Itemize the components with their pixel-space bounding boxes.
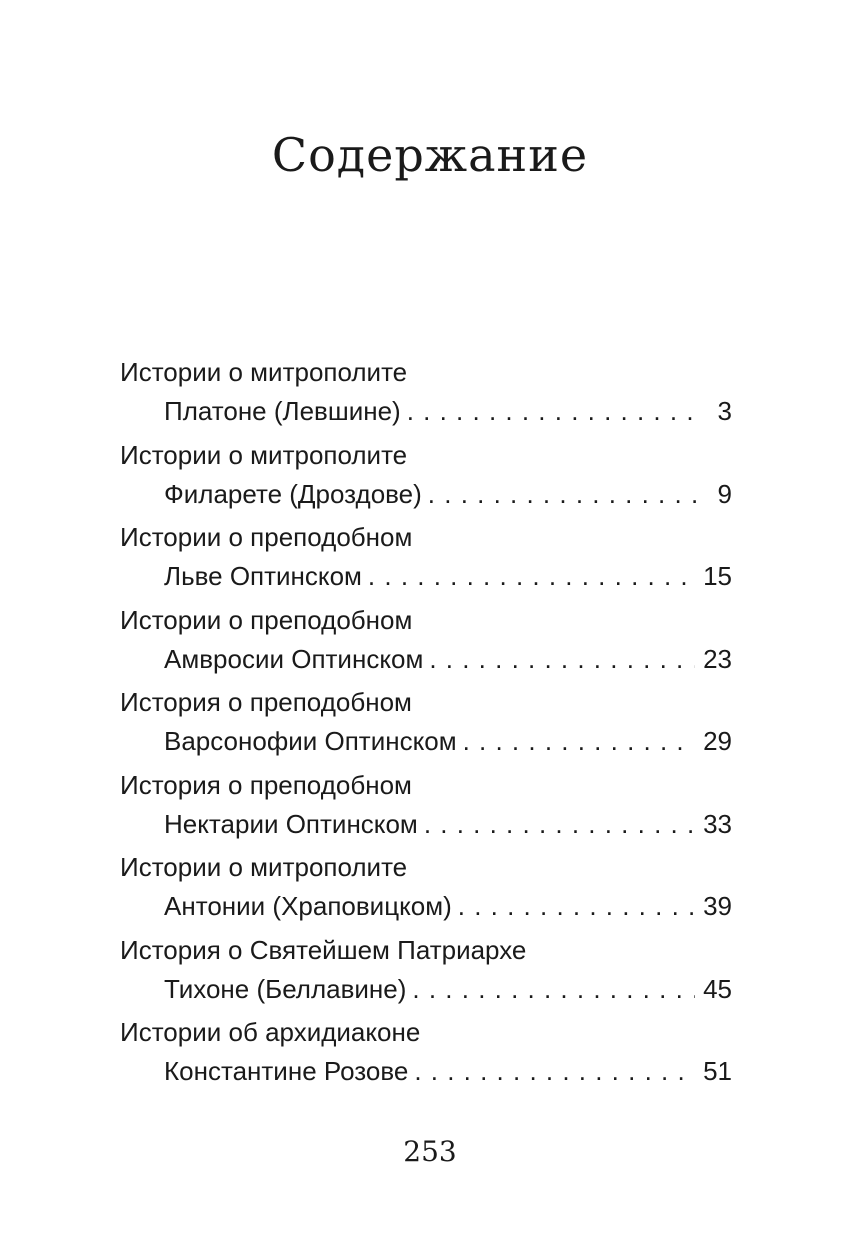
toc-entry-heading: Истории о митрополите (120, 439, 408, 470)
page-title: Содержание (271, 128, 589, 182)
toc-entry-subject: Амвросии Оптинском (164, 643, 424, 674)
toc-entry[interactable] (120, 352, 732, 435)
toc-entry-subject: Филарете (Дроздове) (164, 478, 422, 509)
toc-entry[interactable] (120, 435, 732, 518)
dot-leader (423, 640, 695, 678)
dot-leader (452, 887, 695, 925)
toc-entry-heading: Истории о митрополите (120, 357, 408, 387)
dot-leader (406, 970, 695, 1008)
toc-page-number: 23 (703, 643, 732, 674)
dot-leader (401, 392, 696, 430)
toc-entry[interactable] (120, 930, 732, 1013)
toc-entry-subject: Нектарии Оптинском (164, 808, 418, 839)
toc-entry-heading: История о преподобном (120, 769, 412, 800)
dot-leader (457, 722, 695, 760)
toc-page-number: 29 (703, 726, 732, 756)
toc-page-number: 15 (703, 561, 732, 591)
toc-page-number: 9 (717, 478, 732, 509)
table-of-contents (120, 352, 732, 1095)
toc-entry-heading: Истории о митрополите (120, 852, 408, 882)
toc-entry-heading: Истории о преподобном (120, 604, 413, 635)
toc-entry-subject: Платоне (Левшине) (164, 396, 401, 426)
dot-leader (408, 1052, 695, 1090)
toc-entry-heading: Истории об архидиаконе (120, 1017, 421, 1047)
toc-page-number: 3 (717, 396, 732, 426)
toc-entry-subject: Антонии (Храповицком) (164, 891, 452, 921)
toc-entry[interactable] (120, 682, 732, 765)
toc-entry[interactable] (120, 600, 732, 683)
toc-page-number: 51 (703, 1056, 732, 1086)
toc-entry-heading: Истории о преподобном (120, 522, 413, 552)
toc-entry-subject: Варсонофии Оптинском (164, 726, 457, 756)
toc-page-number: 45 (703, 973, 732, 1004)
dot-leader (422, 475, 696, 513)
toc-entry-heading: История о преподобном (120, 687, 412, 717)
toc-page-number: 39 (703, 891, 732, 921)
toc-page-number: 33 (703, 808, 732, 839)
dot-leader (418, 805, 695, 843)
toc-entry-subject: Тихоне (Беллавине) (164, 973, 407, 1004)
toc-entry[interactable] (120, 517, 732, 600)
toc-entry[interactable] (120, 1012, 732, 1095)
toc-entry[interactable] (120, 847, 732, 930)
dot-leader (362, 557, 695, 595)
toc-entry[interactable] (120, 765, 732, 848)
toc-entry-subject: Константине Розове (164, 1056, 409, 1086)
toc-entry-subject: Льве Оптинском (164, 561, 362, 591)
toc-entry-heading: История о Святейшем Патриархе (120, 934, 527, 965)
page-number-footer: 253 (403, 1135, 457, 1168)
